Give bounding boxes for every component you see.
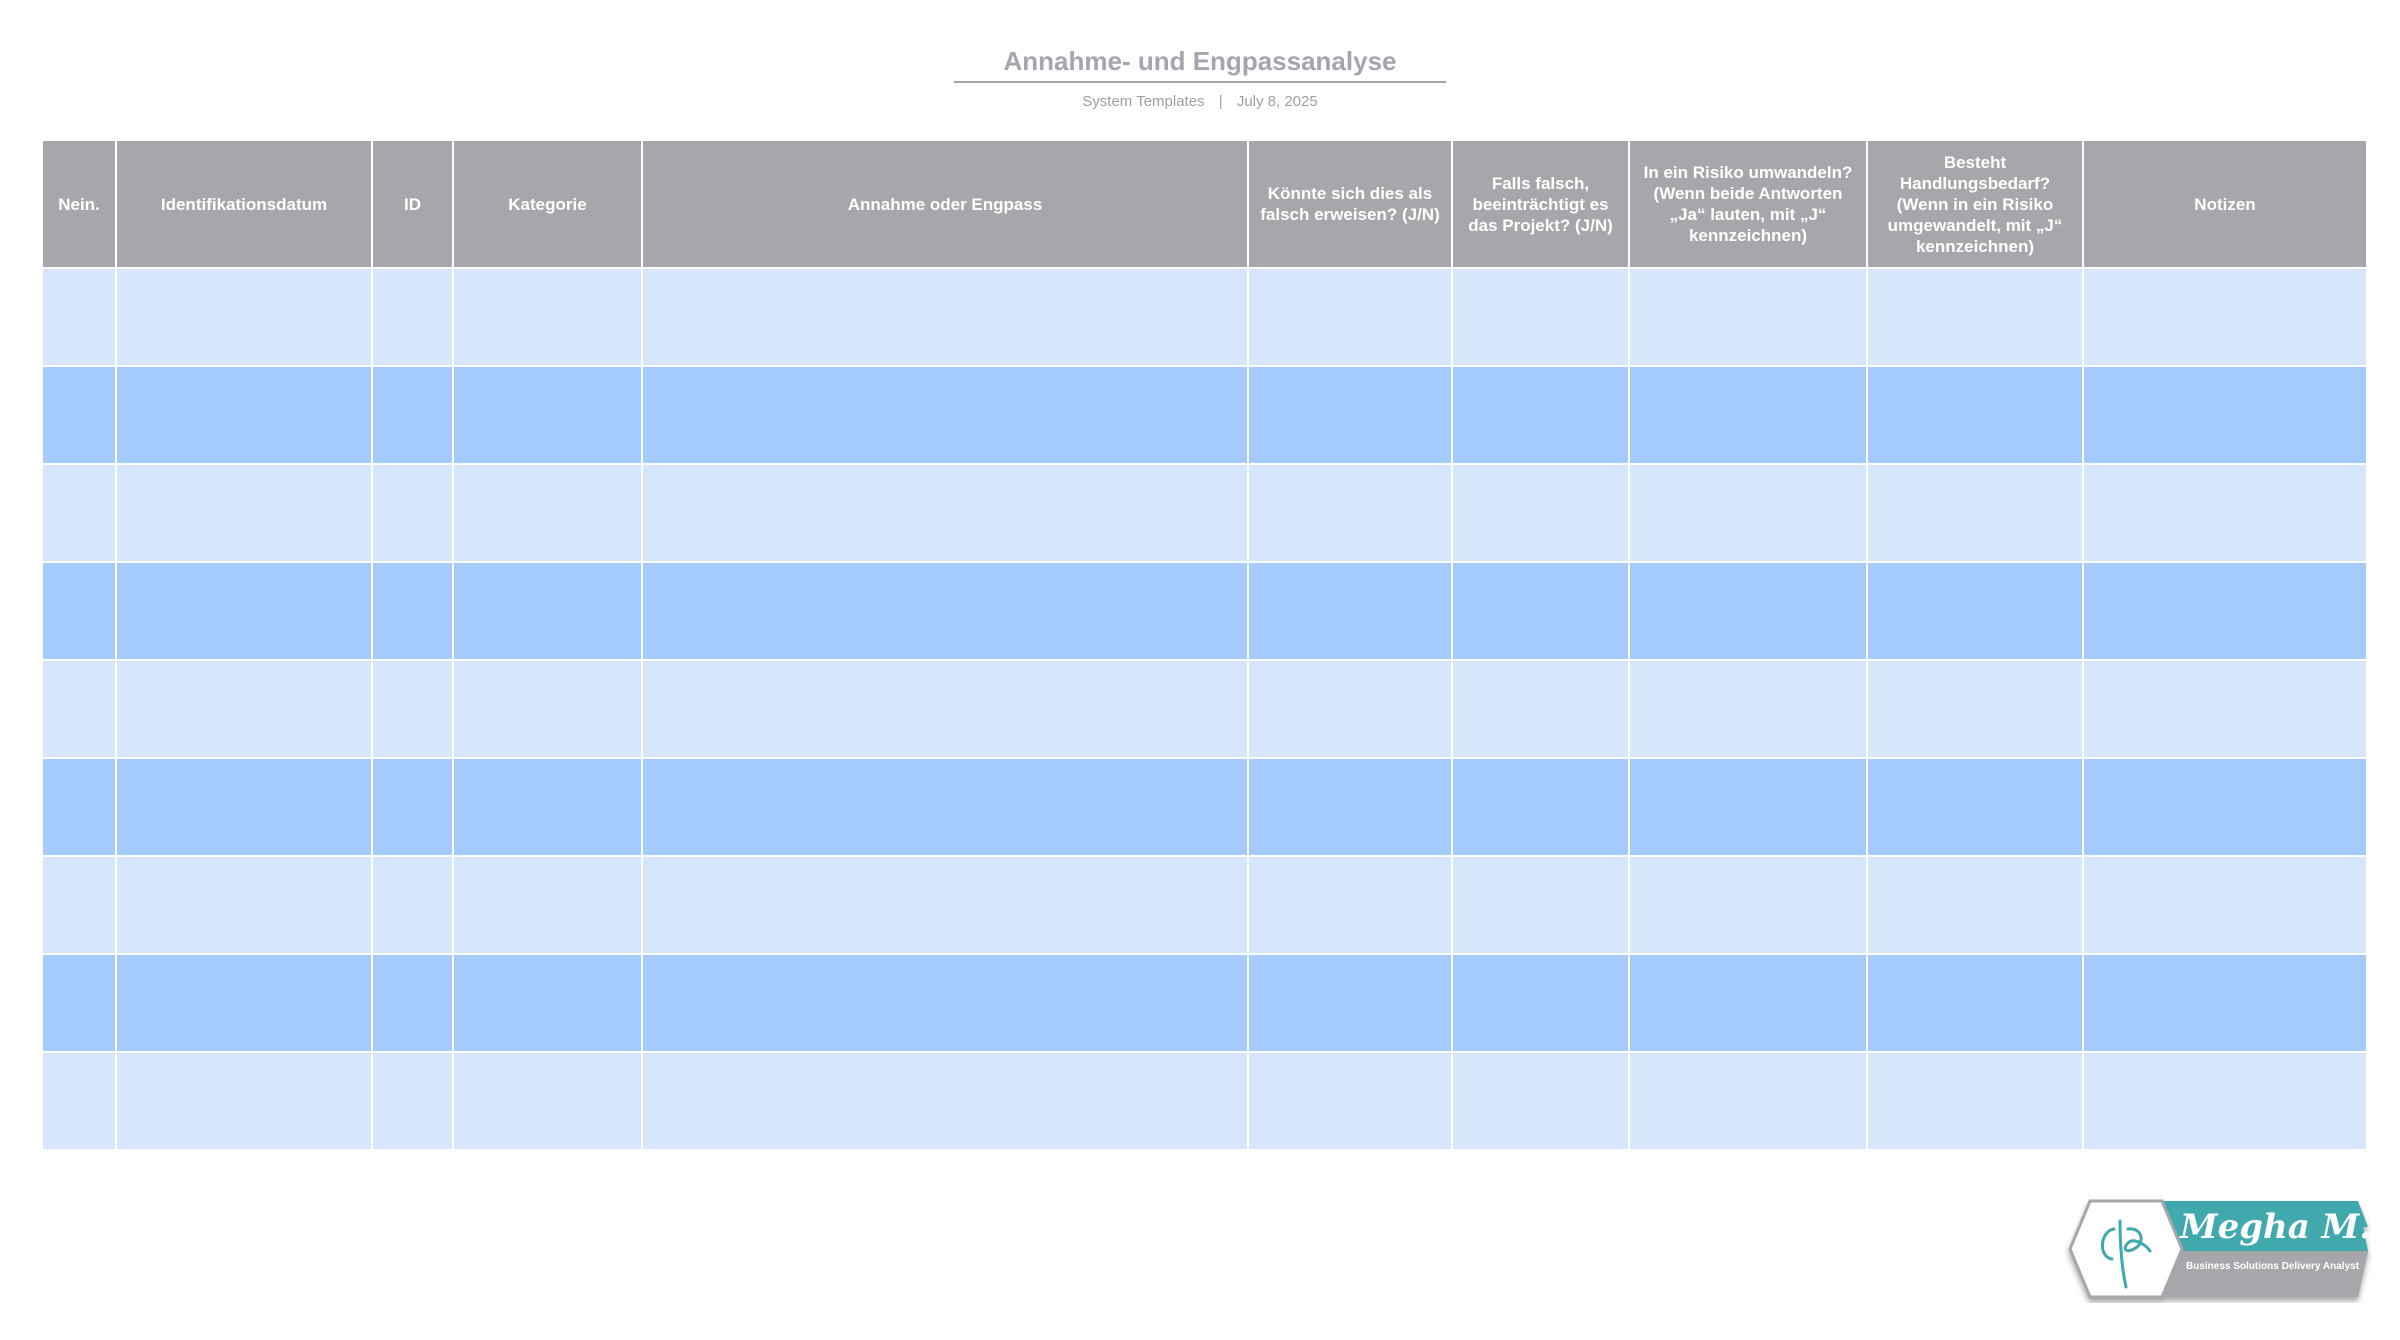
column-header-could-be-false: Könnte sich dies als falsch erweisen? (J/N) [1248, 140, 1452, 268]
table-row [42, 464, 2367, 562]
table-cell[interactable] [372, 954, 453, 1052]
date-label: July 8, 2025 [1236, 93, 1318, 110]
table-cell[interactable] [42, 758, 116, 856]
table-cell[interactable] [372, 660, 453, 758]
table-cell[interactable] [1867, 464, 2083, 562]
table-cell[interactable] [1248, 954, 1452, 1052]
table-cell[interactable] [1629, 758, 1867, 856]
table-cell[interactable] [372, 366, 453, 464]
column-header-identification-date: Identifikationsdatum [116, 140, 372, 268]
table-cell[interactable] [1452, 366, 1629, 464]
table-cell[interactable] [453, 758, 642, 856]
table-row [42, 366, 2367, 464]
table-cell[interactable] [1629, 1052, 1867, 1150]
logo-name: Megha M. [2180, 1207, 2372, 1247]
table-cell[interactable] [1629, 660, 1867, 758]
table-cell[interactable] [1248, 464, 1452, 562]
table-cell[interactable] [116, 464, 372, 562]
table-cell[interactable] [1248, 562, 1452, 660]
table-cell[interactable] [2083, 856, 2367, 954]
table-row [42, 758, 2367, 856]
table-cell[interactable] [453, 464, 642, 562]
table-cell[interactable] [1867, 366, 2083, 464]
table-cell[interactable] [2083, 464, 2367, 562]
table-cell[interactable] [116, 856, 372, 954]
table-cell[interactable] [642, 856, 1248, 954]
table-cell[interactable] [642, 562, 1248, 660]
table-cell[interactable] [1248, 366, 1452, 464]
meta-separator: | [1218, 93, 1223, 110]
table-cell[interactable] [1452, 954, 1629, 1052]
table-cell[interactable] [42, 954, 116, 1052]
table-cell[interactable] [2083, 758, 2367, 856]
table-cell[interactable] [1867, 268, 2083, 366]
header-row [42, 140, 2367, 268]
table-cell[interactable] [42, 268, 116, 366]
table-cell[interactable] [116, 1052, 372, 1150]
table-cell[interactable] [2083, 562, 2367, 660]
table-cell[interactable] [372, 268, 453, 366]
brand-logo [2062, 1199, 2372, 1303]
column-header-no: Nein. [42, 140, 116, 268]
table-cell[interactable] [1452, 268, 1629, 366]
table-cell[interactable] [1248, 1052, 1452, 1150]
table-cell[interactable] [1867, 856, 2083, 954]
table-cell[interactable] [1629, 954, 1867, 1052]
table-cell[interactable] [1248, 856, 1452, 954]
table-cell[interactable] [1867, 660, 2083, 758]
table-cell[interactable] [42, 366, 116, 464]
page-meta [0, 93, 2400, 110]
table-cell[interactable] [116, 954, 372, 1052]
table-cell[interactable] [116, 268, 372, 366]
table-row [42, 1052, 2367, 1150]
table-cell[interactable] [453, 954, 642, 1052]
table-cell[interactable] [642, 758, 1248, 856]
table-cell[interactable] [453, 562, 642, 660]
table-cell[interactable] [372, 856, 453, 954]
table-cell[interactable] [2083, 366, 2367, 464]
table-cell[interactable] [453, 856, 642, 954]
table-cell[interactable] [642, 660, 1248, 758]
column-header-assumption: Annahme oder Engpass [642, 140, 1248, 268]
table-cell[interactable] [1867, 758, 2083, 856]
table-cell[interactable] [372, 464, 453, 562]
column-header-notes: Notizen [2083, 140, 2367, 268]
table-cell[interactable] [2083, 1052, 2367, 1150]
table-cell[interactable] [1452, 464, 1629, 562]
table-cell[interactable] [116, 758, 372, 856]
table-cell[interactable] [1452, 856, 1629, 954]
analysis-table [41, 139, 2368, 1151]
table-cell[interactable] [372, 1052, 453, 1150]
table-cell[interactable] [1248, 758, 1452, 856]
logo-role: Business Solutions Delivery Analyst [2186, 1261, 2360, 1272]
table-cell[interactable] [1629, 856, 1867, 954]
table-cell[interactable] [1629, 366, 1867, 464]
table-row [42, 660, 2367, 758]
table-cell[interactable] [1867, 1052, 2083, 1150]
table-cell[interactable] [453, 268, 642, 366]
table-cell[interactable] [116, 660, 372, 758]
table-cell[interactable] [642, 1052, 1248, 1150]
table-cell[interactable] [1452, 660, 1629, 758]
table-cell[interactable] [1452, 1052, 1629, 1150]
table-cell[interactable] [42, 660, 116, 758]
column-header-action-required: Besteht Handlungsbedarf? (Wenn in ein Risiko umgewandelt, mit „J“ kennzeichnen) [1867, 140, 2083, 268]
table-row [42, 856, 2367, 954]
table-row [42, 268, 2367, 366]
column-header-category: Kategorie [453, 140, 642, 268]
column-header-impacts-project: Falls falsch, beeinträchtigt es das Projekt? (J/N) [1452, 140, 1629, 268]
table-cell[interactable] [453, 660, 642, 758]
table-cell[interactable] [1867, 562, 2083, 660]
table-cell[interactable] [2083, 268, 2367, 366]
table-cell[interactable] [1629, 464, 1867, 562]
table-cell[interactable] [116, 562, 372, 660]
table-row [42, 562, 2367, 660]
table-cell[interactable] [1452, 758, 1629, 856]
table-cell[interactable] [372, 758, 453, 856]
table-cell[interactable] [2083, 954, 2367, 1052]
page-title: Annahme- und Engpassanalyse [954, 46, 1447, 83]
table-cell[interactable] [1867, 954, 2083, 1052]
table-cell[interactable] [642, 464, 1248, 562]
source-label: System Templates [1082, 93, 1205, 110]
table-cell[interactable] [1629, 268, 1867, 366]
table-cell[interactable] [453, 1052, 642, 1150]
table-cell[interactable] [1629, 562, 1867, 660]
page-header [0, 46, 2400, 110]
table-cell[interactable] [642, 268, 1248, 366]
column-header-id: ID [372, 140, 453, 268]
table-cell[interactable] [453, 366, 642, 464]
column-header-convert-to-risk: In ein Risiko umwandeln? (Wenn beide Antworten „Ja“ lauten, mit „J“ kennzeichnen) [1629, 140, 1867, 268]
table-cell[interactable] [42, 464, 116, 562]
table-cell[interactable] [1452, 562, 1629, 660]
table-cell[interactable] [2083, 660, 2367, 758]
table-cell[interactable] [42, 562, 116, 660]
table-cell[interactable] [372, 562, 453, 660]
table-cell[interactable] [42, 1052, 116, 1150]
table-cell[interactable] [116, 366, 372, 464]
table-cell[interactable] [1248, 268, 1452, 366]
table-cell[interactable] [42, 856, 116, 954]
table-cell[interactable] [1248, 660, 1452, 758]
table-row [42, 954, 2367, 1052]
table-body [42, 268, 2367, 1150]
table-cell[interactable] [642, 954, 1248, 1052]
table-cell[interactable] [642, 366, 1248, 464]
